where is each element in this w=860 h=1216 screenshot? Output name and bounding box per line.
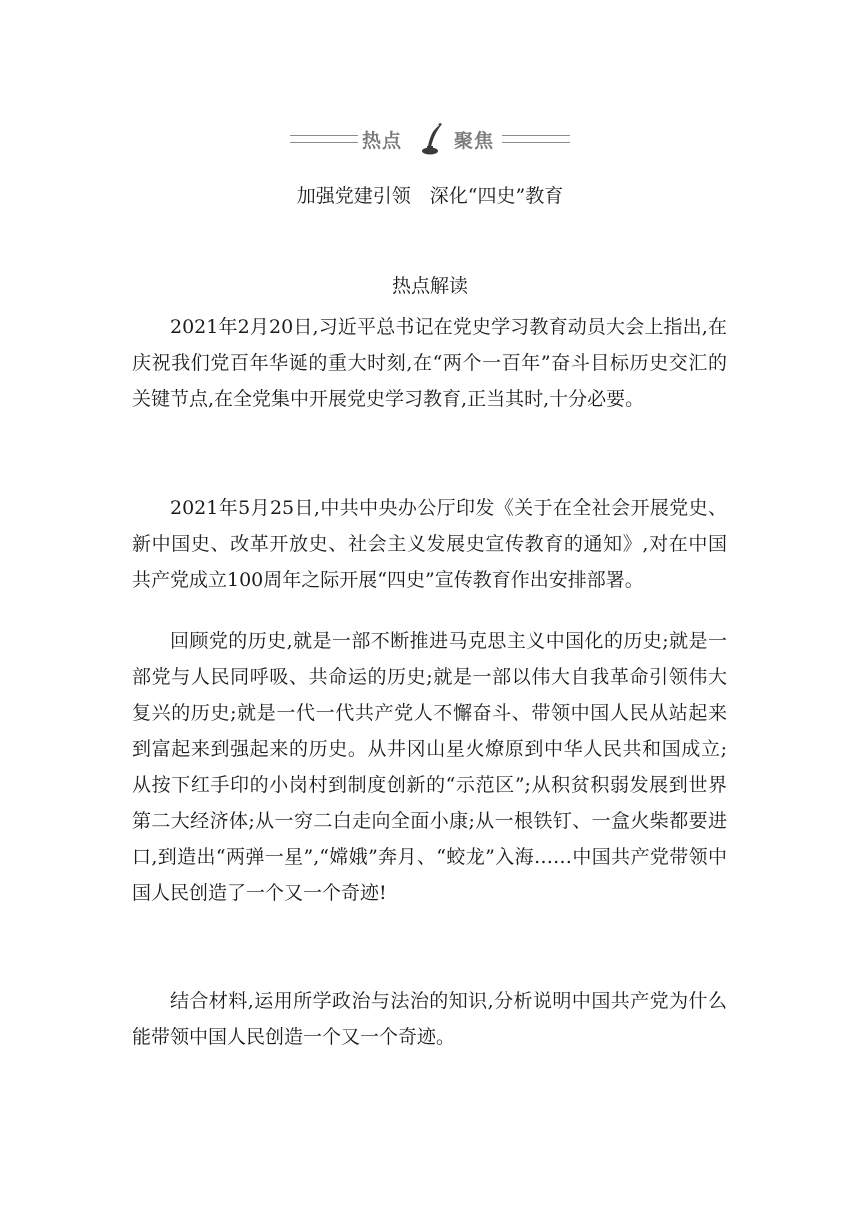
section-title: 热点解读 bbox=[391, 275, 468, 297]
banner-left-word: 热点 bbox=[362, 130, 403, 152]
paragraph-1: 2021年2月20日,习近平总书记在党史学习教育动员大会上指出,在庆祝我们党百年华诞的重大时刻,在“两个一百年”奋斗目标历史交汇的关键节点,在全党集中开展党史学习教育,正当其时,十分必要。 bbox=[132, 316, 727, 410]
paragraph-3: 回顾党的历史,就是一部不断推进马克思主义中国化的历史;就是一部党与人民同呼吸、共命运的历史;就是一部以伟大自我革命引领伟大复兴的历史;就是一代一代共产党人不懈奋斗、带领中国人民从站起来到富起来到强起来的历史。从井冈山星火燎原到中华人民共和国成立;从按下红手印的小岗村到制度创新的“示范区”;从积贫积弱发展到世界第二大经济体;从一穷二白走向全面小康;从一根铁钉、一盒火柴都要进口,到造出“两弹一星”,“嫦娥”奔月、“蛟龙”入海……中国共产党带领中国人民创造了一个又一个奇迹! bbox=[132, 630, 727, 904]
paragraph-2: 2021年5月25日,中共中央办公厅印发《关于在全社会开展党史、新中国史、改革开放史、社会主义发展史宣传教育的通知》,对在中国共产党成立100周年之际开展“四史”宣传教育作出安排部署。 bbox=[132, 497, 727, 591]
question-paragraph: 结合材料,运用所学政治与法治的知识,分析说明中国共产党为什么能带领中国人民创造一个又一个奇迹。 bbox=[132, 990, 727, 1048]
article-headline: 加强党建引领 深化“四史”教育 bbox=[296, 185, 564, 207]
hot-topic-banner bbox=[290, 122, 570, 156]
quill-pen-icon bbox=[418, 122, 448, 156]
banner-right-word: 聚焦 bbox=[454, 130, 495, 152]
banner-right-rule bbox=[502, 135, 570, 143]
banner-left-rule bbox=[290, 135, 358, 143]
